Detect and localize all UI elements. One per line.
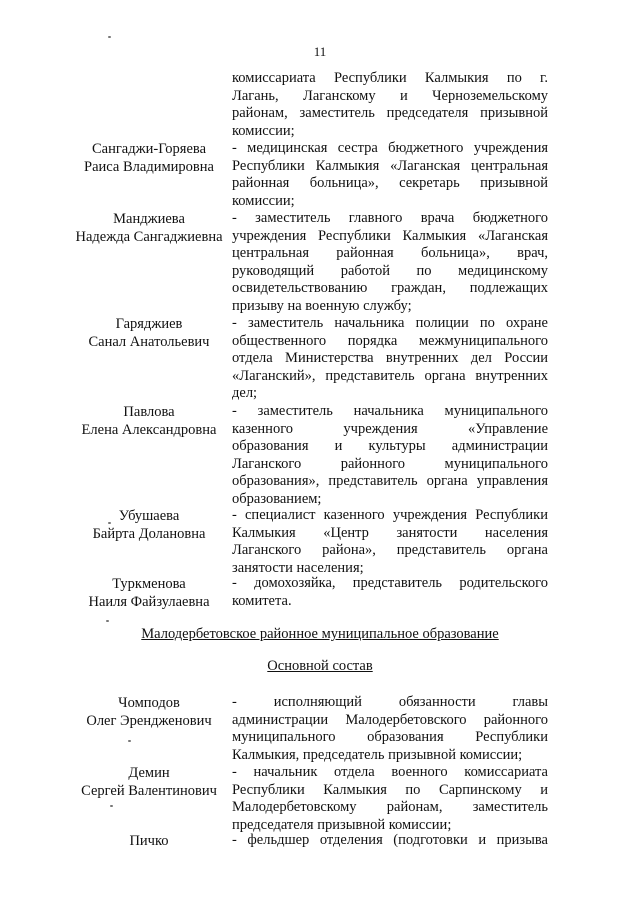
member-role: - заместитель начальника полиции по охране общественного порядка межмуниципального отдела Министерства внутренних дел России «Лаганский», представитель органа внутренних дел; [232, 315, 548, 402]
member-role: - медицинская сестра бюджетного учреждения Республики Калмыкия «Лаганская центральная районная больница», секретарь призывной комиссии; [232, 140, 548, 209]
member-role: - начальник отдела военного комиссариата Республики Калмыкия по Сарпинскому и Малодербетовскому районам, заместитель председателя призывной комиссии; [232, 764, 548, 833]
text-line: комиссариата Республики Калмыкия по г. [232, 70, 548, 86]
member-name: Убушаева Байрта Долановна [92, 508, 206, 542]
member-role: - специалист казенного учреждения Республики Калмыкия «Центр занятости населения Лаганского района», представитель органа занятости населения; [232, 507, 548, 576]
member-name: Демин Сергей Валентинович [81, 765, 217, 799]
member-role: - исполняющий обязанности главы администрации Малодербетовского районного муниципального образования Республики Калмыкия, председатель призывной комиссии; [232, 694, 548, 763]
text-line: комиссии; [232, 122, 295, 139]
member-name: Павлова Елена Александровна [81, 404, 217, 438]
member-name: Манджиева Надежда Сангаджиевна [75, 211, 223, 245]
scan-speck [128, 740, 131, 742]
subsection-heading: Основной состав [267, 658, 373, 674]
member-name: Туркменова Наиля Файзулаевна [88, 576, 210, 610]
continued-description [232, 70, 548, 140]
scan-speck [108, 36, 111, 38]
member-role: - заместитель главного врача бюджетного учреждения Республики Калмыкия «Лаганская центральная районная больница», врач, руководящий работой по медицинскому освидетельствованию граждан, подлежащих призыву на военную службу; [232, 210, 548, 314]
text-line: Лагань, Лаганскому и Черноземельскому [232, 87, 548, 104]
member-name: Гаряджиев Санал Анатольевич [88, 316, 210, 350]
page-number: 11 [313, 44, 327, 59]
member-role: - домохозяйка, представитель родительского комитета. [232, 575, 548, 609]
member-role: - заместитель начальника муниципального казенного учреждения «Управление образования и культуры администрации Лаганского районного муниципального образования», представитель органа управления образованием; [232, 403, 548, 507]
member-name: Чомподов Олег Эрендженович [86, 695, 212, 729]
member-name: Сангаджи-Горяева Раиса Владимировна [84, 141, 214, 175]
member-role: - фельдшер отделения (подготовки и призыва [232, 832, 548, 848]
scan-speck [106, 620, 109, 622]
text-line: районам, заместитель председателя призывной [232, 105, 548, 122]
scan-speck [108, 522, 111, 524]
section-heading: Малодербетовское районное муниципальное образование [141, 626, 499, 642]
member-name: Пичко [129, 833, 169, 849]
scan-speck [110, 805, 113, 807]
